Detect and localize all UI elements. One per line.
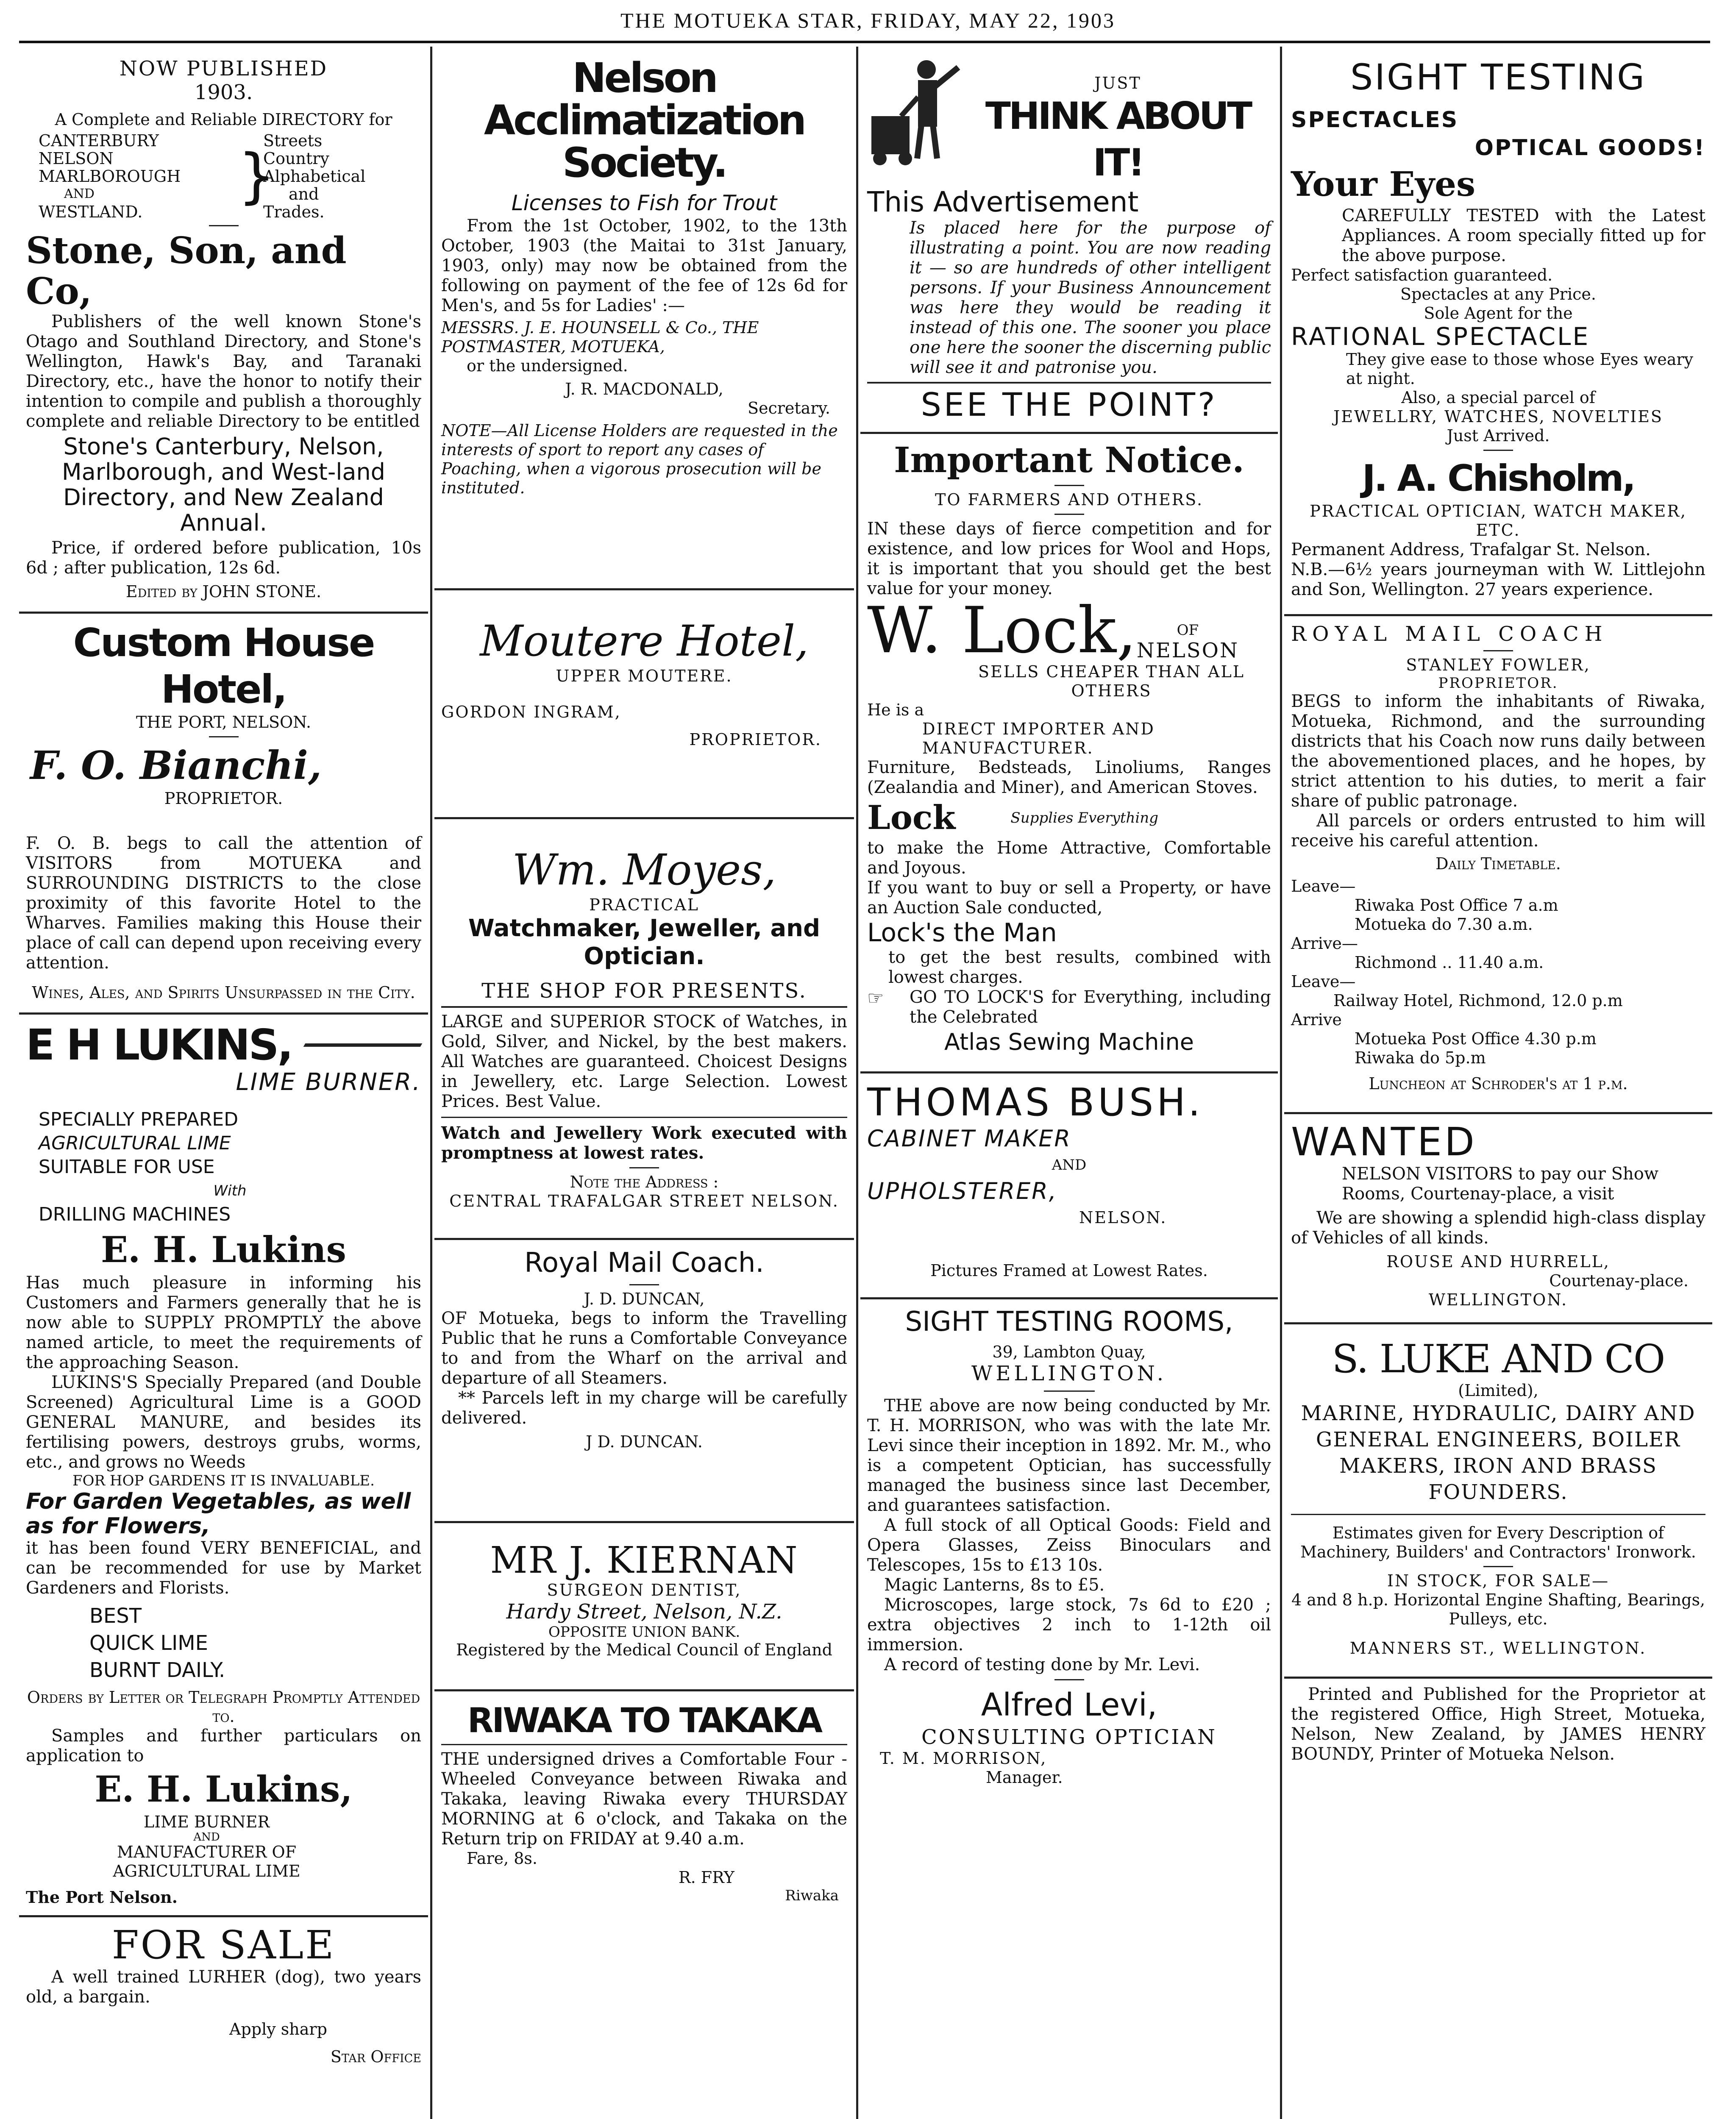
lukins-line: SPECIALLY PREPARED <box>39 1109 239 1130</box>
section: Country <box>263 149 329 168</box>
kiernan-title: MR J. KIERNAN <box>490 1539 798 1582</box>
brace-icon: } <box>238 142 276 211</box>
chisholm-arrived: Just Arrived. <box>1447 426 1550 445</box>
luke-trades: MARINE, HYDRAULIC, DAIRY AND GENERAL ENGINEERS, BOILER MAKERS, IRON AND BRASS FOUNDERS. <box>1301 1402 1696 1504</box>
lukins-sig-line: LIME BURNER <box>143 1813 270 1831</box>
acclim-body: From the 1st October, 1902, to the 13th October, 1903 (the Maitai to 31st January, 1903, only) may now be obtained from the following on payment of the fee of 12s 6d for Men's, and 5s for Ladies' :— <box>441 216 847 315</box>
lukins-line: AGRICULTURAL LIME <box>39 1132 231 1154</box>
levi-manager-role: Manager. <box>986 1768 1063 1787</box>
directory-ad <box>19 51 428 614</box>
duncan-name: J. D. DUNCAN, <box>584 1290 705 1308</box>
lukins-sig-line: AND <box>193 1831 220 1844</box>
lock-body: IN these days of fierce competition and for existence, and low prices for Wool and Hops, it is important that you should get the best value for your money. <box>867 519 1271 598</box>
lock-to: TO FARMERS AND OTHERS. <box>935 490 1204 509</box>
think-ad <box>860 51 1278 434</box>
custom-house-title: Custom House Hotel, <box>73 620 374 712</box>
think-heading: This Advertisement <box>867 186 1139 218</box>
fowler-name: STANLEY FOWLER, <box>1406 656 1591 674</box>
bush-and: AND <box>1052 1157 1087 1174</box>
kiernan-ad <box>434 1523 854 1691</box>
directory-editor: Edited by JOHN STONE. <box>125 582 322 601</box>
fowler-title: ROYAL MAIL COACH <box>1291 622 1608 646</box>
lock-town: NELSON <box>1136 639 1239 662</box>
lock-lock: Lock <box>867 798 956 837</box>
levi-name: Alfred Levi, <box>981 1687 1157 1723</box>
chisholm-optical: OPTICAL GOODS! <box>1474 135 1705 161</box>
lukins-line: DRILLING MACHINES <box>39 1204 231 1225</box>
region: AND <box>64 186 95 201</box>
custom-house-footer: Wines, Ales, and Spirits Unsurpassed in the City. <box>32 983 415 1002</box>
moyes-work: Watch and Jewellery Work executed with promptness at lowest rates. <box>441 1123 847 1163</box>
bush-town: NELSON. <box>1079 1208 1167 1227</box>
kiernan-role: SURGEON DENTIST, <box>547 1581 742 1599</box>
bush-title: THOMAS BUSH. <box>867 1080 1204 1125</box>
chisholm-nb: N.B.—6½ years journeyman with W. Littlejohn and Son, Wellington. 27 years experience. <box>1291 560 1705 599</box>
sections-list <box>263 132 365 221</box>
publisher-name: Stone, Son, and Co, <box>26 229 347 313</box>
schedule-label: Leave— <box>1291 877 1356 895</box>
chisholm-spectacles: SPECTACLES <box>1291 107 1459 133</box>
moutere-title: Moutere Hotel, <box>480 616 809 666</box>
divider <box>1483 650 1513 651</box>
luke-ad <box>1284 1324 1712 1679</box>
levi-manager-name: T. M. MORRISON, <box>880 1749 1047 1768</box>
chisholm-ease: They give ease to those whose Eyes weary at night. <box>1346 350 1694 388</box>
region: MARLBOROUGH <box>39 167 181 186</box>
chisholm-role: PRACTICAL OPTICIAN, WATCH MAKER, ETC. <box>1310 502 1687 539</box>
chisholm-ad <box>1284 51 1712 616</box>
lukins-header <box>26 1021 421 1070</box>
fowler-luncheon: Luncheon at Schroder's at 1 p.m. <box>1369 1074 1628 1093</box>
moyes-shop: THE SHOP FOR PRESENTS. <box>441 979 847 1008</box>
schedule-label: Leave— <box>1291 972 1356 991</box>
riwaka-title: RIWAKA TO TAKAKA <box>467 1701 821 1740</box>
custom-house-body: F. O. B. begs to call the attention of VISITORS from MOTUEKA and SURROUNDING DISTRICTS to the close proximity of this favorite Hotel to the Wharves. Families making this House their place of call can depend upon receiving every attention. <box>26 834 421 973</box>
luke-stock: IN STOCK, FOR SALE— <box>1387 1571 1610 1590</box>
lock-sells: SELLS CHEAPER THAN ALL OTHERS <box>978 662 1245 700</box>
wanted-firm: ROUSE AND HURRELL, <box>1386 1252 1610 1271</box>
moyes-trades: Watchmaker, Jeweller, and Optician. <box>468 915 821 970</box>
divider <box>209 225 239 226</box>
kiernan-opp: OPPOSITE UNION BANK. <box>548 1624 740 1641</box>
wanted-addr: Courtenay-place. <box>1549 1271 1689 1290</box>
lukins-lines <box>26 1108 421 1226</box>
wanted-city: WELLINGTON. <box>1428 1290 1568 1309</box>
column-1 <box>19 51 428 2119</box>
chisholm-also: Also, a special parcel of <box>1401 388 1595 407</box>
custom-house-location: THE PORT, NELSON. <box>136 713 312 731</box>
duncan-parcels: ** Parcels left in my charge will be carefully delivered. <box>441 1388 847 1428</box>
lukins-orders: Orders by Letter or Telegraph Promptly Attended to. <box>27 1688 420 1726</box>
region: WESTLAND. <box>39 203 143 221</box>
kiernan-reg: Registered by the Medical Council of England <box>456 1641 832 1659</box>
masthead: THE MOTUEKA STAR, FRIDAY, MAY 22, 1903 <box>620 8 1116 32</box>
lukins-hop: FOR HOP GARDENS IT IS INVALUABLE. <box>72 1472 375 1489</box>
wanted-body-2: We are showing a splendid high-class display of Vehicles of all kinds. <box>1291 1208 1705 1248</box>
wanted-body-1: NELSON VISITORS to pay our Show Rooms, Courtenay-place, a visit <box>1342 1164 1659 1204</box>
divider <box>1054 1679 1084 1680</box>
chisholm-perfect: Perfect satisfaction guaranteed. <box>1291 266 1553 284</box>
for-sale-ad <box>19 1917 428 2072</box>
region: CANTERBURY <box>39 131 159 150</box>
column-rule <box>1280 47 1282 2119</box>
chisholm-price: Spectacles at any Price. <box>1400 285 1596 303</box>
directory-price: Price, if ordered before publication, 10s 6d ; after publication, 12s 6d. <box>26 538 421 578</box>
for-sale-body: A well trained LURHER (dog), two years old, a bargain. <box>26 1967 421 2007</box>
think-just: JUST <box>1094 74 1141 92</box>
riwaka-name: R. FRY <box>679 1868 734 1887</box>
lukins-body-2: LUKINS'S Specially Prepared (and Double Screened) Agricultural Lime is a GOOD GENERAL MANURE, and besides its fertilising powers, destroys grubs, worms, etc., and grows no Weeds <box>26 1373 421 1472</box>
column-rule <box>430 47 432 2119</box>
lukins-place: The Port Nelson. <box>26 1888 178 1907</box>
sight-rooms-body: THE above are now being conducted by Mr. T. H. MORRISON, who was with the late Mr. Levi since their inception in 1892. Mr. M., who is a competent Optician, has successfully managed the business since last December, and guarantees satisfaction. <box>867 1396 1271 1515</box>
schedule-label: Arrive <box>1291 1010 1342 1029</box>
acclim-title: Nelson Acclimatization Society. <box>484 54 805 186</box>
lukins-name-2: E. H. Lukins <box>101 1229 346 1271</box>
column-rule <box>856 47 858 2119</box>
lukins-name-3: E. H. Lukins, <box>95 1768 353 1810</box>
fowler-role: PROPRIETOR. <box>1438 675 1558 692</box>
now-published: NOW PUBLISHED <box>119 57 328 81</box>
bush-pictures: Pictures Framed at Lowest Rates. <box>930 1261 1208 1280</box>
fowler-schedule <box>1291 877 1705 1068</box>
bush-ad <box>860 1073 1278 1299</box>
section: Alphabetical <box>263 167 366 186</box>
lukins-best-line: BURNT DAILY. <box>89 1658 225 1682</box>
lock-results: to get the best results, combined with lowest charges. <box>888 948 1271 987</box>
pen-flourish-icon <box>303 1043 422 1047</box>
section: Trades. <box>263 203 325 221</box>
lock-goods: Furniture, Bedsteads, Linoliums, Ranges (Zealandia and Miner), and American Stoves. <box>867 758 1271 797</box>
divider <box>441 1744 847 1745</box>
lock-ad <box>860 434 1278 1073</box>
fowler-coach-ad <box>1284 616 1712 1114</box>
sight-rooms-ad <box>860 1299 1278 1793</box>
divider <box>441 1117 847 1118</box>
wanted-ad <box>1284 1114 1712 1324</box>
lukins-trade: LIME BURNER. <box>236 1068 421 1096</box>
lock-importer: DIRECT IMPORTER AND MANUFACTURER. <box>922 720 1155 757</box>
divider <box>629 1284 659 1285</box>
schedule-entry: Motueka do 7.30 a.m. <box>1355 915 1533 934</box>
acclimatization-ad <box>434 51 854 590</box>
lukins-ad <box>19 1015 428 1917</box>
sight-rooms-lanterns: Magic Lanterns, 8s to £5. <box>884 1575 1105 1595</box>
chisholm-title: SIGHT TESTING <box>1350 56 1647 98</box>
for-sale-title: FOR SALE <box>111 1922 336 1968</box>
duncan-sig: J D. DUNCAN. <box>586 1432 703 1451</box>
lukins-best-line: QUICK LIME <box>89 1631 208 1655</box>
think-title: THINK ABOUT IT! <box>985 94 1251 184</box>
chisholm-eyes: Your Eyes <box>1291 164 1476 204</box>
think-header <box>867 57 1271 186</box>
lock-notice: Important Notice. <box>894 440 1244 481</box>
pointing-hand-icon: ☞ <box>867 987 884 1009</box>
acclim-agents: MESSRS. J. E. HOUNSELL & Co., THE POSTMASTER, MOTUEKA, <box>441 318 759 356</box>
riwaka-takaka-ad <box>434 1691 854 1910</box>
sight-rooms-addr: 39, Lambton Quay, <box>992 1343 1146 1361</box>
luke-items: 4 and 8 h.p. Horizontal Engine Shafting, Bearings, Pulleys, etc. <box>1291 1591 1705 1628</box>
bianchi-name: F. O. Bianchi, <box>30 742 322 788</box>
column-2 <box>434 51 854 2119</box>
fowler-body: BEGS to inform the inhabitants of Riwaka, Motueka, Richmond, and the surrounding districts that his Coach now runs daily between the abovementioned places, and he hopes, by strict attention to his duties, to merit a fair share of public patronage. <box>1291 692 1705 811</box>
lock-atlas: Atlas Sewing Machine <box>944 1029 1194 1055</box>
acclim-note: NOTE—All License Holders are requested in the interests of sport to report any cases of Poaching, when a vigorous prosecution will be instituted. <box>441 421 838 497</box>
lukins-body-1: Has much pleasure in informing his Customers and Farmers generally that he is now able to SUPPLY PROMPTLY the above named article, to meet the requirements of the approaching Season. <box>26 1273 421 1372</box>
schedule-label: Arrive— <box>1291 934 1358 953</box>
lukins-line: SUITABLE FOR USE <box>39 1156 215 1178</box>
column-4 <box>1284 51 1712 2119</box>
for-sale-office: Star Office <box>330 2047 421 2066</box>
schedule-entry: Riwaka do 5p.m <box>1355 1048 1486 1067</box>
riwaka-body: THE undersigned drives a Comfortable Four - Wheeled Conveyance between Riwaka and Takaka, leaving Riwaka every THURSDAY MORNING at 6 o'clock, and Takaka on the Return trip on FRIDAY at 9.40 a.m. <box>441 1749 847 1849</box>
see-the-point: SEE THE POINT? <box>867 382 1271 426</box>
custom-house-ad <box>19 614 428 1015</box>
luke-addr: MANNERS ST., WELLINGTON. <box>1349 1639 1647 1657</box>
acclim-or: or the undersigned. <box>467 356 628 375</box>
riwaka-place: Riwaka <box>785 1887 839 1904</box>
regions-list <box>39 132 238 221</box>
schedule-entry: Railway Hotel, Richmond, 12.0 p.m <box>1333 991 1623 1010</box>
directory-desc: Publishers of the well known Stone's Otago and Southland Directory, and Stone's Wellington, Hawk's Bay, and Taranaki Directory, etc., have the honor to notify their intention to compile and publish a thoroughly complete and reliable Directory to be entitled <box>26 312 421 431</box>
moyes-body: LARGE and SUPERIOR STOCK of Watches, in Gold, Silver, and Nickel, by the best makers. All Watches are guaranteed. Choicest Designs in Jewellery, etc. Large Selection. Lowest Prices. Best Value. <box>441 1012 847 1111</box>
lock-goto-row <box>867 987 1271 1027</box>
section: and <box>289 185 319 203</box>
lock-home: to make the Home Attractive, Comfortable and Joyous. <box>867 838 1271 878</box>
fowler-timetable: Daily Timetable. <box>1436 854 1561 873</box>
bush-trade-1: CABINET MAKER <box>867 1125 1071 1152</box>
lukins-samples: Samples and further particulars on application to <box>26 1726 421 1766</box>
lock-goto: GO TO LOCK'S for Everything, including the Celebrated <box>910 987 1271 1027</box>
schedule-entry: Motueka Post Office 4.30 p.m <box>1355 1029 1597 1048</box>
moutere-place: UPPER MOUTERE. <box>556 667 733 685</box>
chisholm-agent: Sole Agent for the <box>1424 304 1573 323</box>
section: Streets <box>263 131 323 150</box>
sight-rooms-micro: Microscopes, large stock, 7s 6d to £20 ; extra objectives 2 inch to 1-12th oil immersion. <box>867 1595 1271 1655</box>
divider <box>629 1167 659 1168</box>
moutere-ad <box>434 590 854 819</box>
divider <box>1483 1566 1513 1567</box>
for-sale-apply: Apply sharp <box>229 2020 327 2038</box>
lock-of: OF <box>1177 622 1199 639</box>
wanted-title: WANTED <box>1291 1119 1477 1165</box>
lukins-sig-line: MANUFACTURER OF <box>117 1843 297 1861</box>
lock-name: W. Lock, <box>867 594 1137 667</box>
directory-year: 1903. <box>194 81 253 104</box>
chisholm-perm: Permanent Address, Trafalgar St. Nelson. <box>1291 540 1651 559</box>
kiernan-addr: Hardy Street, Nelson, N.Z. <box>506 1600 782 1624</box>
directory-title: Stone's Canterbury, Nelson, Marlborough, and West-land Directory, and New Zealand Annual. <box>62 433 385 536</box>
moyes-practical: PRACTICAL <box>589 895 699 914</box>
lock-property: If you want to buy or sell a Property, or have an Auction Sale conducted, <box>867 878 1271 918</box>
levi-consult: CONSULTING OPTICIAN <box>921 1725 1217 1749</box>
luke-estimates: Estimates given for Every Description of Machinery, Builders' and Contractors' Ironwork. <box>1300 1524 1696 1561</box>
masthead-rule <box>19 41 1710 43</box>
divider <box>209 736 239 737</box>
lukins-best-line: BEST <box>89 1604 142 1628</box>
sight-rooms-title: SIGHT TESTING ROOMS, <box>905 1306 1233 1338</box>
divider <box>1054 485 1084 486</box>
bianchi-role: PROPRIETOR. <box>164 789 283 808</box>
riwaka-fare: Fare, 8s. <box>467 1849 538 1868</box>
lukins-name: E H LUKINS, <box>26 1020 292 1070</box>
acclim-subtitle: Licenses to Fish for Trout <box>511 191 777 215</box>
fowler-parcels: All parcels or orders entrusted to him will receive his careful attention. <box>1291 811 1705 851</box>
chisholm-jewellery: JEWELLRY, WATCHES, NOVELTIES <box>1333 407 1663 426</box>
lukins-sig <box>26 1813 421 1881</box>
lock-man: Lock's the Man <box>867 918 1057 948</box>
divider <box>1044 1390 1095 1392</box>
luke-limited: (Limited), <box>1458 1381 1538 1400</box>
moutere-role: PROPRIETOR. <box>689 730 822 749</box>
sight-rooms-stock: A full stock of all Optical Goods: Field and Opera Glasses, Zeiss Binoculars and Telescopes, 15s to £13 10s. <box>867 1516 1271 1575</box>
divider <box>1483 450 1513 451</box>
divider <box>1291 1514 1705 1515</box>
lock-name-row <box>867 594 1271 667</box>
chisholm-name: J. A. Chisholm, <box>1362 457 1635 500</box>
sight-rooms-city: WELLINGTON. <box>971 1362 1167 1385</box>
directory-grid <box>39 132 421 221</box>
acclim-role: Secretary. <box>747 399 830 417</box>
duncan-coach-ad <box>434 1240 854 1523</box>
chisholm-rational: RATIONAL SPECTACLE <box>1291 322 1590 351</box>
imprint <box>1284 1679 1712 1770</box>
imprint-text: Printed and Published for the Proprietor at the registered Office, High Street, Motueka, Nelson, New Zealand, by JAMES HENRY BOUNDY, Printer of Motueka Nelson. <box>1291 1685 1705 1764</box>
moutere-name: GORDON INGRAM, <box>441 703 621 721</box>
lock-supplies: Supplies Everything <box>1010 809 1158 826</box>
lukins-body-3: it has been found VERY BENEFICIAL, and can be recommended for use by Market Gardeners and Florists. <box>26 1538 421 1598</box>
divider <box>1054 514 1084 515</box>
think-titles <box>965 57 1271 186</box>
moyes-title: Wm. Moyes, <box>512 845 776 895</box>
schedule-entry: Richmond .. 11.40 a.m. <box>1355 953 1544 972</box>
schedule-entry: Riwaka Post Office 7 a.m <box>1355 896 1558 915</box>
lock-supplies-row <box>867 798 1271 838</box>
duncan-title: Royal Mail Coach. <box>524 1247 764 1279</box>
luke-title: S. LUKE AND CO <box>1332 1336 1665 1382</box>
sight-rooms-record: A record of testing done by Mr. Levi. <box>884 1655 1200 1674</box>
lukins-sig-line: AGRICULTURAL LIME <box>113 1862 300 1880</box>
moyes-note: Note the Address : <box>570 1173 719 1191</box>
acclim-name: J. R. MACDONALD, <box>565 380 723 398</box>
chisholm-tested: CAREFULLY TESTED with the Latest Appliances. A room specially fitted up for the above purpose. <box>1342 206 1705 265</box>
lock-of-town <box>1137 622 1239 662</box>
lukins-garden: For Garden Vegetables, as well as for Flowers, <box>26 1489 411 1539</box>
lock-he-is: He is a <box>867 701 924 719</box>
man-with-handcart-icon <box>867 57 965 167</box>
column-3 <box>860 51 1278 2119</box>
moyes-address: CENTRAL TRAFALGAR STREET NELSON. <box>449 1192 839 1210</box>
bush-trade-2: UPHOLSTERER, <box>867 1178 1057 1204</box>
duncan-body: OF Motueka, begs to inform the Travelling Public that he runs a Comfortable Conveyance to and from the Wharf on the arrival and departure of all Steamers. <box>441 1309 847 1388</box>
moyes-ad <box>434 819 854 1240</box>
lukins-best <box>26 1602 421 1684</box>
lukins-line: With <box>213 1182 247 1199</box>
directory-intro: A Complete and Reliable DIRECTORY for <box>55 110 392 129</box>
think-body: Is placed here for the purpose of illustrating a point. You are now reading it — so are hundreds of other intelligent persons. If your Business Announcement was here they would be reading it instead of this one. The sooner you place one here the sooner the discerning public will see it and patronise you. <box>910 218 1271 377</box>
region: NELSON <box>39 149 114 168</box>
